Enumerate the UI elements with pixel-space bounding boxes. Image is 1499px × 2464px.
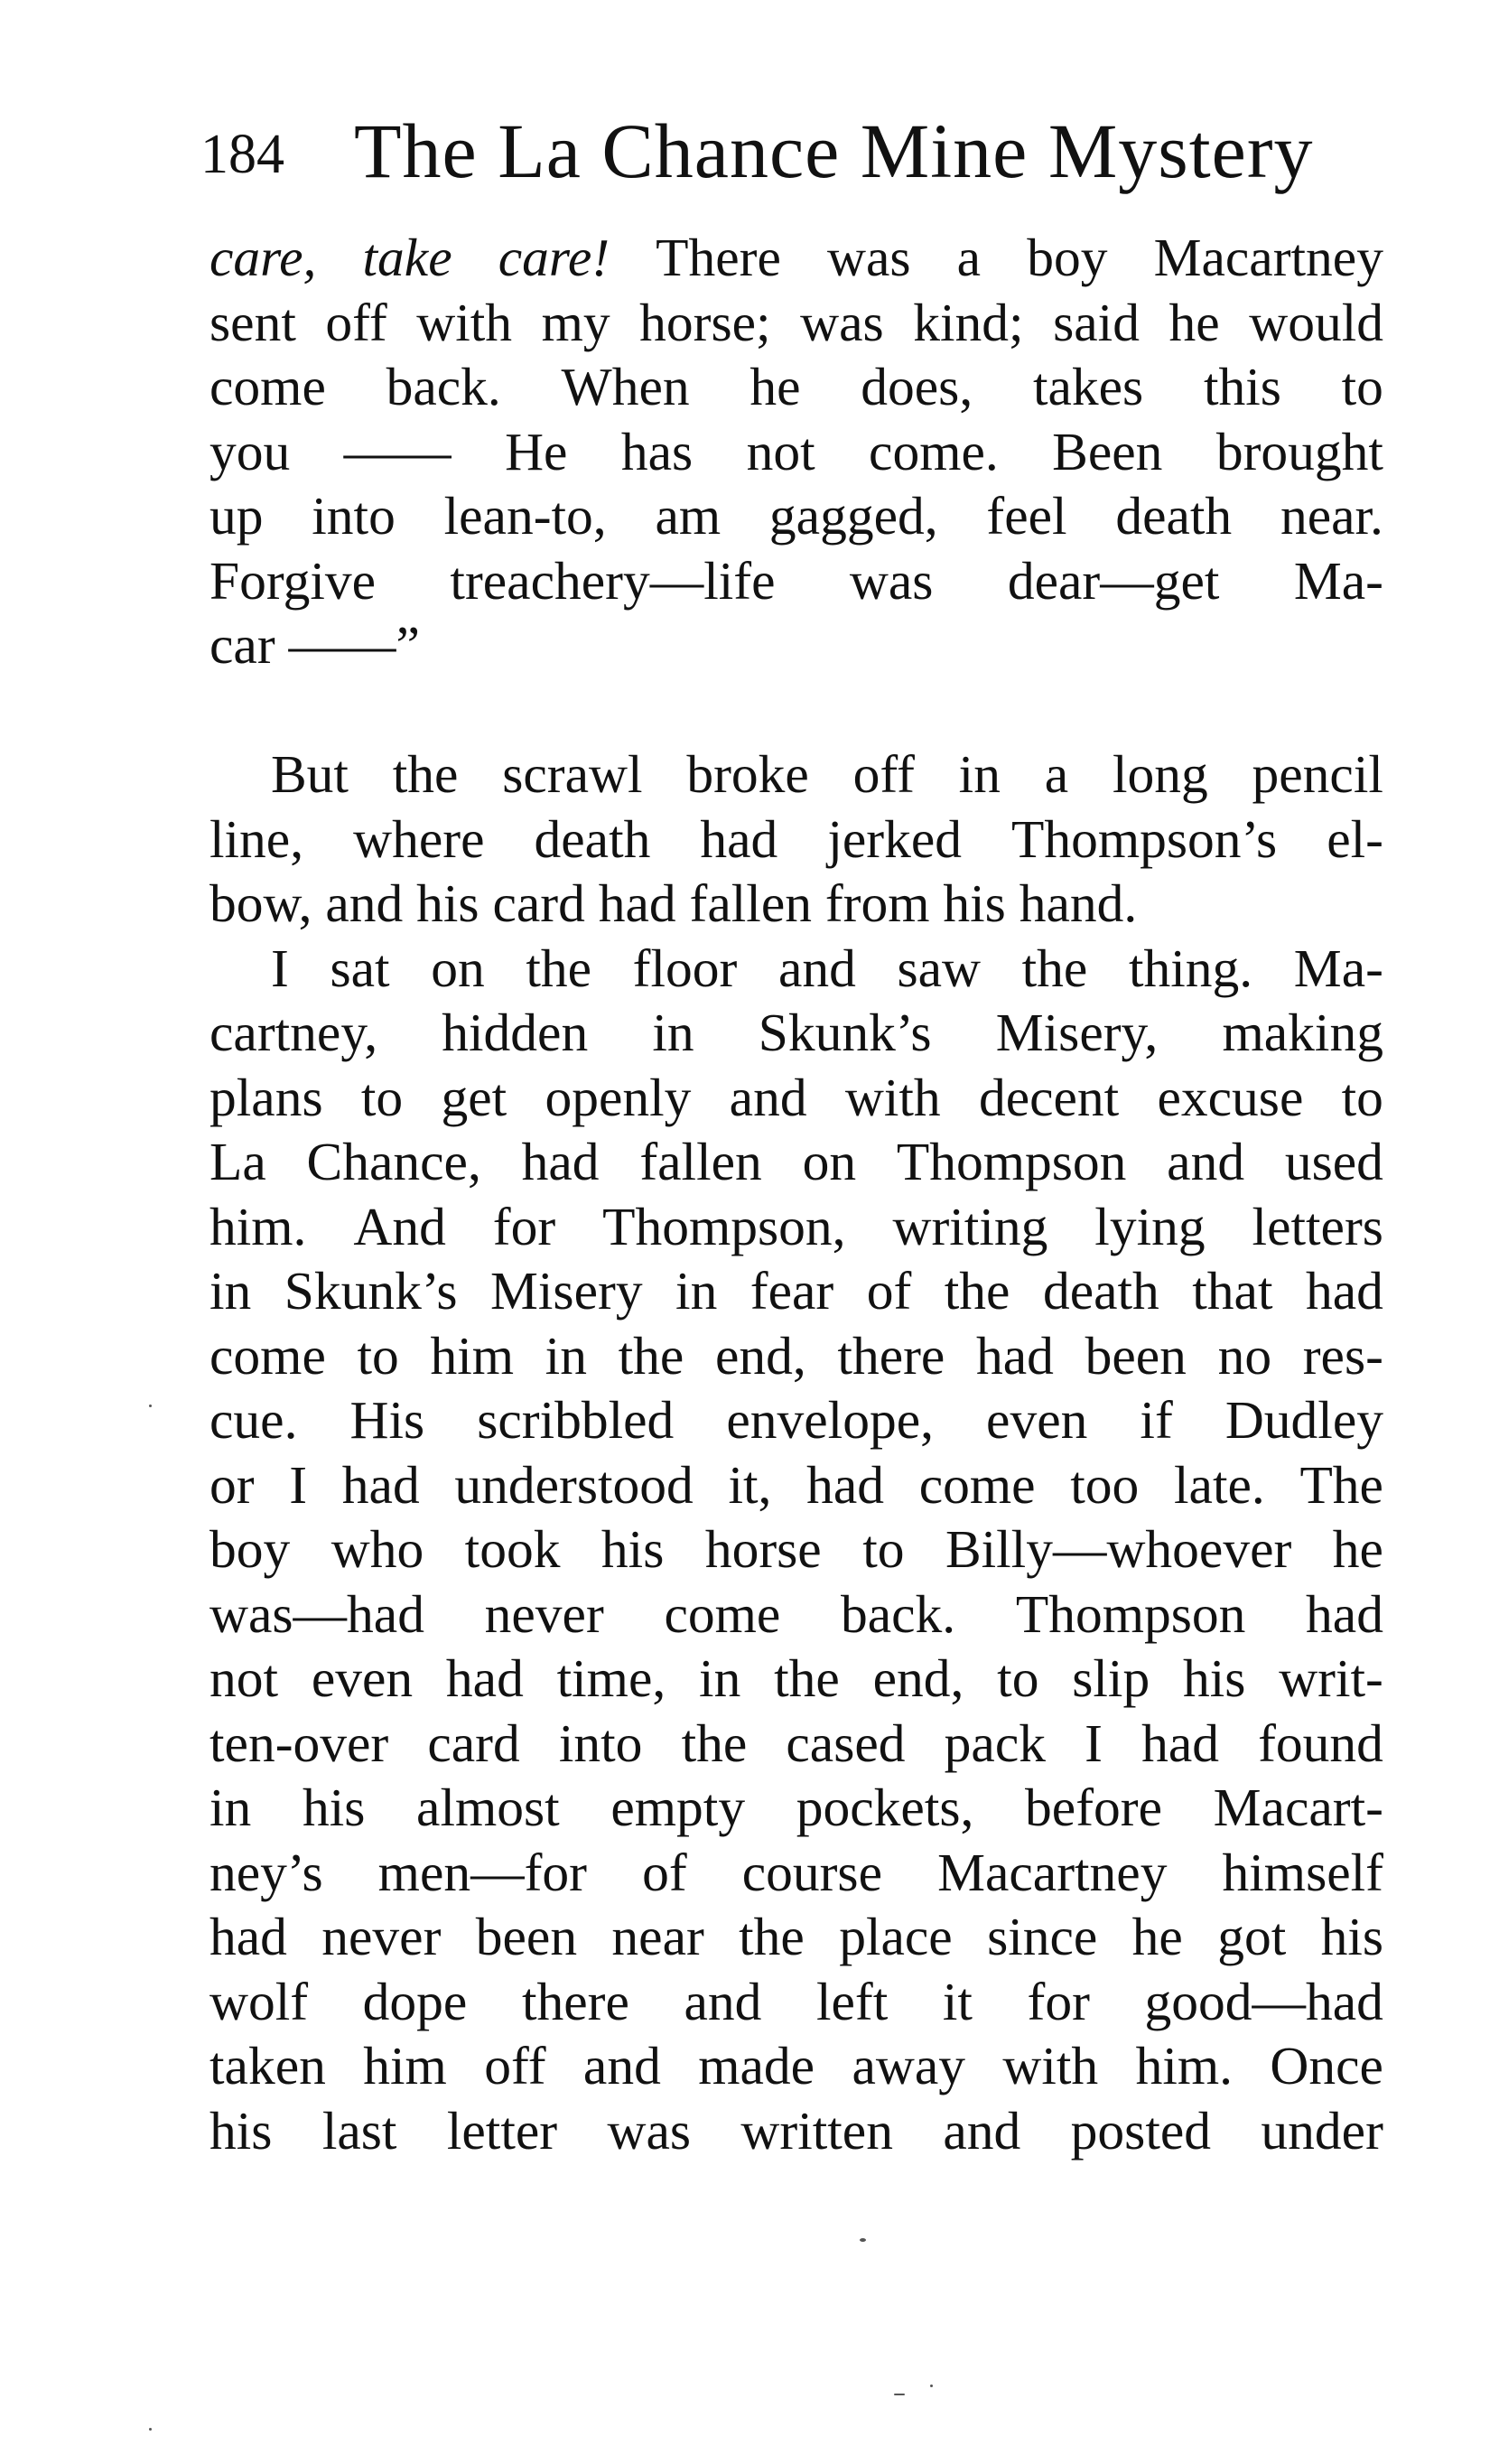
word: was — [607, 2100, 692, 2161]
word: Thompson, — [602, 1196, 846, 1256]
word: Macart- — [1213, 1778, 1383, 1837]
word: fallen — [689, 873, 825, 933]
word: brought — [1215, 421, 1383, 481]
word: Thompson — [1015, 1583, 1246, 1644]
word: in — [958, 744, 1001, 804]
word: —— — [343, 421, 452, 481]
word: to — [360, 1067, 404, 1127]
word: in — [209, 1778, 252, 1837]
word: Chance, — [306, 1132, 481, 1191]
word: He — [505, 421, 568, 481]
word: took — [464, 1519, 561, 1579]
text-line — [209, 1130, 1383, 1195]
word: the — [618, 1325, 684, 1386]
word: jerked — [827, 808, 962, 869]
word: written — [740, 2100, 893, 2161]
word: end, — [714, 1325, 806, 1386]
word: lean-to, — [443, 486, 607, 546]
word: boy — [209, 1519, 291, 1579]
word: His — [349, 1390, 425, 1450]
word: dear—get — [1007, 550, 1220, 611]
word: never — [321, 1907, 442, 1966]
word: back. — [386, 357, 501, 416]
word: I — [289, 1454, 308, 1515]
word: he — [1131, 1907, 1183, 1966]
word: in — [675, 1261, 718, 1321]
word: used — [1284, 1132, 1383, 1191]
word: Forgive — [209, 550, 377, 611]
word: come — [664, 1583, 781, 1644]
word: car — [209, 615, 289, 675]
word: the — [1021, 938, 1088, 998]
word: Misery, — [995, 1003, 1159, 1062]
word: I — [1085, 1713, 1103, 1773]
word: hidden — [442, 1003, 589, 1062]
word: you — [209, 421, 291, 481]
word: pencil — [1252, 744, 1383, 804]
scan-speck — [149, 2428, 152, 2431]
word: found — [1258, 1713, 1383, 1773]
text-line — [209, 420, 1383, 485]
text-line — [209, 226, 1383, 291]
word: who — [331, 1519, 424, 1579]
word: I — [271, 938, 289, 998]
word: Thompson’s — [1011, 808, 1278, 869]
word: Billy—whoever — [945, 1519, 1292, 1579]
word: had — [1306, 1583, 1383, 1644]
word: Ma- — [1293, 938, 1383, 998]
word: almost — [416, 1778, 560, 1837]
word: on — [802, 1132, 857, 1191]
word: said — [1053, 292, 1140, 352]
text-line — [209, 937, 1383, 1002]
word: lying — [1094, 1196, 1206, 1256]
text-line — [209, 613, 1383, 678]
text-line — [209, 1905, 1383, 1970]
word: not — [746, 421, 815, 481]
word: the — [739, 1907, 805, 1966]
body-text — [209, 226, 1383, 2163]
text-line — [209, 1324, 1383, 1389]
scan-speck — [894, 2394, 905, 2395]
word: and — [1167, 1132, 1245, 1191]
word: been — [475, 1907, 578, 1966]
word: last — [321, 2100, 397, 2161]
word: and — [943, 2100, 1021, 2161]
word: bow, — [209, 873, 326, 933]
word: Been — [1052, 421, 1163, 481]
word: writing — [892, 1196, 1048, 1256]
text-line — [209, 872, 1383, 937]
text-line — [209, 742, 1383, 807]
word: for — [1027, 1971, 1090, 2031]
text-line — [209, 1453, 1383, 1518]
word: and — [777, 938, 856, 998]
word: it, — [728, 1454, 772, 1515]
word: got — [1217, 1907, 1287, 1966]
word: decent — [978, 1067, 1120, 1127]
word: this — [1203, 357, 1281, 416]
word: would — [1249, 292, 1383, 352]
word: horse — [704, 1519, 822, 1579]
word: with — [1002, 2036, 1099, 2095]
word: on — [431, 938, 485, 998]
word: it — [942, 1971, 973, 2031]
word: res- — [1302, 1325, 1383, 1386]
page-header — [200, 107, 1401, 206]
word: for — [492, 1196, 556, 1256]
word: had — [209, 1907, 287, 1966]
word: There — [656, 228, 781, 287]
word: end, — [872, 1648, 964, 1708]
word: long — [1112, 744, 1208, 804]
word: Misery — [490, 1261, 643, 1321]
text-line — [209, 549, 1383, 614]
text-line — [209, 355, 1383, 420]
word: made — [698, 2036, 815, 2095]
word: back. — [840, 1583, 956, 1644]
word: And — [353, 1196, 446, 1256]
word: line, — [209, 808, 304, 869]
word: thing. — [1128, 938, 1253, 998]
word: too — [1070, 1454, 1140, 1515]
word: into — [558, 1713, 643, 1773]
scan-speck — [860, 2238, 866, 2242]
text-line — [209, 1841, 1383, 1906]
text-line — [209, 1001, 1383, 1066]
word: in — [699, 1648, 741, 1708]
word: been — [1085, 1325, 1187, 1386]
word: come — [209, 357, 326, 416]
word: there — [521, 1971, 629, 2031]
word: had — [806, 1454, 885, 1515]
word: broke — [686, 744, 809, 804]
word: off — [325, 292, 387, 352]
text-line — [209, 807, 1383, 873]
word: he — [1168, 292, 1220, 352]
word: up — [209, 486, 264, 546]
word: he — [750, 357, 801, 416]
word: the — [944, 1261, 1010, 1321]
word: letter — [446, 2100, 558, 2161]
word: understood — [454, 1454, 694, 1515]
word: with — [844, 1067, 941, 1127]
word: treachery—life — [450, 550, 776, 611]
word: himself — [1222, 1842, 1383, 1902]
word: floor — [632, 938, 738, 998]
word: late. — [1174, 1454, 1265, 1515]
word: does, — [861, 357, 973, 416]
word: was—had — [209, 1583, 424, 1644]
word: The — [1299, 1454, 1383, 1515]
word: was — [800, 292, 884, 352]
word: gagged, — [768, 486, 938, 546]
word: since — [987, 1907, 1098, 1966]
word: feel — [986, 486, 1067, 546]
word: boy — [1027, 228, 1108, 287]
word: had — [521, 1132, 600, 1191]
text-line — [209, 1970, 1383, 2035]
word: into — [312, 486, 396, 546]
word: card — [427, 1713, 520, 1773]
word: death — [1115, 486, 1233, 546]
word: his — [943, 873, 1020, 933]
word: a — [1044, 744, 1069, 804]
word: off — [484, 2036, 546, 2095]
word: Ma- — [1293, 550, 1383, 611]
word: to — [1341, 1067, 1383, 1127]
word: course — [741, 1842, 882, 1902]
word: the — [681, 1713, 748, 1773]
word: his — [1182, 1648, 1246, 1708]
text-line — [209, 1388, 1383, 1453]
word: empty — [610, 1778, 746, 1837]
word: care! — [498, 228, 610, 287]
word: him — [430, 1325, 515, 1386]
word: under — [1261, 2100, 1383, 2161]
word: writ- — [1279, 1648, 1383, 1708]
word: ten-over — [209, 1713, 389, 1773]
word: When — [561, 357, 690, 416]
word: of — [642, 1842, 687, 1902]
word: was — [827, 228, 911, 287]
word: Macartney — [937, 1842, 1168, 1902]
word: envelope, — [726, 1390, 934, 1450]
word: where — [353, 808, 485, 869]
text-line — [209, 1712, 1383, 1777]
word: place — [839, 1907, 953, 1966]
word: and — [582, 2036, 661, 2095]
word: kind; — [913, 292, 1024, 352]
word: in — [209, 1261, 252, 1321]
word: never — [484, 1583, 604, 1644]
word: his — [416, 873, 493, 933]
word: plans — [209, 1067, 323, 1127]
word: openly — [545, 1067, 692, 1127]
word: am — [655, 486, 722, 546]
word: off — [852, 744, 915, 804]
scan-speck — [149, 1405, 152, 1407]
word: with — [416, 292, 513, 352]
word: card — [492, 873, 599, 933]
word: slip — [1072, 1648, 1150, 1708]
word: even — [986, 1390, 1088, 1450]
word: sat — [330, 938, 390, 998]
word: in — [652, 1003, 694, 1062]
word: there — [837, 1325, 945, 1386]
word: dope — [362, 1971, 468, 2031]
word: come — [918, 1454, 1036, 1515]
word: the — [526, 938, 592, 998]
word: has — [620, 421, 694, 481]
word: letters — [1252, 1196, 1383, 1256]
word: of — [866, 1261, 912, 1321]
text-line — [209, 1776, 1383, 1841]
word: death — [1042, 1261, 1159, 1321]
word: to — [862, 1519, 905, 1579]
word: cue. — [209, 1390, 298, 1450]
word: from — [824, 873, 944, 933]
word: had — [700, 808, 778, 869]
word: wolf — [209, 1971, 309, 2031]
word: But — [271, 744, 349, 804]
word: his — [302, 1778, 366, 1837]
word: and — [325, 873, 417, 933]
word: cartney, — [209, 1003, 378, 1062]
word: Skunk’s — [758, 1003, 932, 1062]
word: taken — [209, 2036, 326, 2095]
word: Once — [1270, 2036, 1383, 2095]
word: fear — [750, 1261, 834, 1321]
word: that — [1192, 1261, 1273, 1321]
word: had — [598, 873, 690, 933]
word: and — [684, 1971, 762, 2031]
word: Thompson — [896, 1132, 1127, 1191]
word: had — [1141, 1713, 1219, 1773]
word: away — [852, 2036, 966, 2095]
word: was — [849, 550, 934, 611]
word: fallen — [639, 1132, 762, 1191]
word: Macartney — [1153, 228, 1383, 287]
scan-speck — [930, 2385, 933, 2387]
word: even — [311, 1648, 414, 1708]
text-line — [209, 1582, 1383, 1647]
word: not — [209, 1648, 279, 1708]
word: him — [363, 2036, 447, 2095]
word: my — [541, 292, 610, 352]
word: ——” — [288, 615, 420, 675]
word: left — [815, 1971, 889, 2031]
word: takes — [1032, 357, 1144, 416]
text-line — [209, 1195, 1383, 1260]
word: scribbled — [477, 1390, 675, 1450]
word: had — [1305, 1261, 1383, 1321]
paragraph-gap — [209, 678, 1383, 743]
word: had — [341, 1454, 420, 1515]
word: care, — [209, 228, 317, 287]
text-line — [209, 2099, 1383, 2164]
word: his — [601, 1519, 665, 1579]
word: his — [1320, 1907, 1383, 1966]
word: if — [1140, 1390, 1173, 1450]
word: no — [1217, 1325, 1272, 1386]
text-line — [209, 1647, 1383, 1712]
word: time, — [556, 1648, 666, 1708]
word: a — [956, 228, 982, 287]
word: come. — [869, 421, 999, 481]
word: had — [445, 1648, 524, 1708]
word: Dudley — [1224, 1390, 1383, 1450]
word: to — [357, 1325, 399, 1386]
word: to — [1341, 357, 1383, 416]
text-line — [209, 291, 1383, 356]
word: posted — [1070, 2100, 1212, 2161]
word: horse; — [639, 292, 771, 352]
word: ney’s — [209, 1842, 323, 1902]
word: sent — [209, 292, 296, 352]
word: he — [1332, 1519, 1383, 1579]
word: La — [209, 1132, 266, 1191]
word: men—for — [377, 1842, 587, 1902]
word: hand. — [1019, 873, 1138, 933]
word: death — [534, 808, 651, 869]
word: el- — [1327, 808, 1383, 869]
text-line — [209, 1517, 1383, 1582]
word: take — [362, 228, 452, 287]
word: saw — [897, 938, 982, 998]
page-number: 184 — [200, 124, 284, 185]
word: the — [774, 1648, 840, 1708]
word: in — [545, 1325, 587, 1386]
running-title: The La Chance Mine Mystery — [354, 107, 1314, 194]
word: excuse — [1157, 1067, 1304, 1127]
word: his — [209, 2100, 273, 2161]
word: him. — [1135, 2036, 1234, 2095]
word: pockets, — [796, 1778, 974, 1837]
word: cased — [786, 1713, 906, 1773]
word: good—had — [1144, 1971, 1383, 2031]
word: come — [209, 1325, 326, 1386]
word: making — [1222, 1003, 1383, 1062]
word: pack — [944, 1713, 1046, 1773]
word: the — [392, 744, 459, 804]
word: get — [441, 1067, 507, 1127]
word: to — [997, 1648, 1039, 1708]
word: or — [209, 1454, 255, 1515]
word: before — [1025, 1778, 1162, 1837]
word: scrawl — [502, 744, 643, 804]
word: Skunk’s — [284, 1261, 458, 1321]
text-line — [209, 1259, 1383, 1324]
text-line — [209, 1066, 1383, 1131]
text-line — [209, 2034, 1383, 2099]
word: and — [729, 1067, 807, 1127]
word: near — [611, 1907, 704, 1966]
word: near. — [1280, 486, 1383, 546]
word: him. — [209, 1196, 307, 1256]
text-line — [209, 484, 1383, 549]
word: had — [976, 1325, 1054, 1386]
